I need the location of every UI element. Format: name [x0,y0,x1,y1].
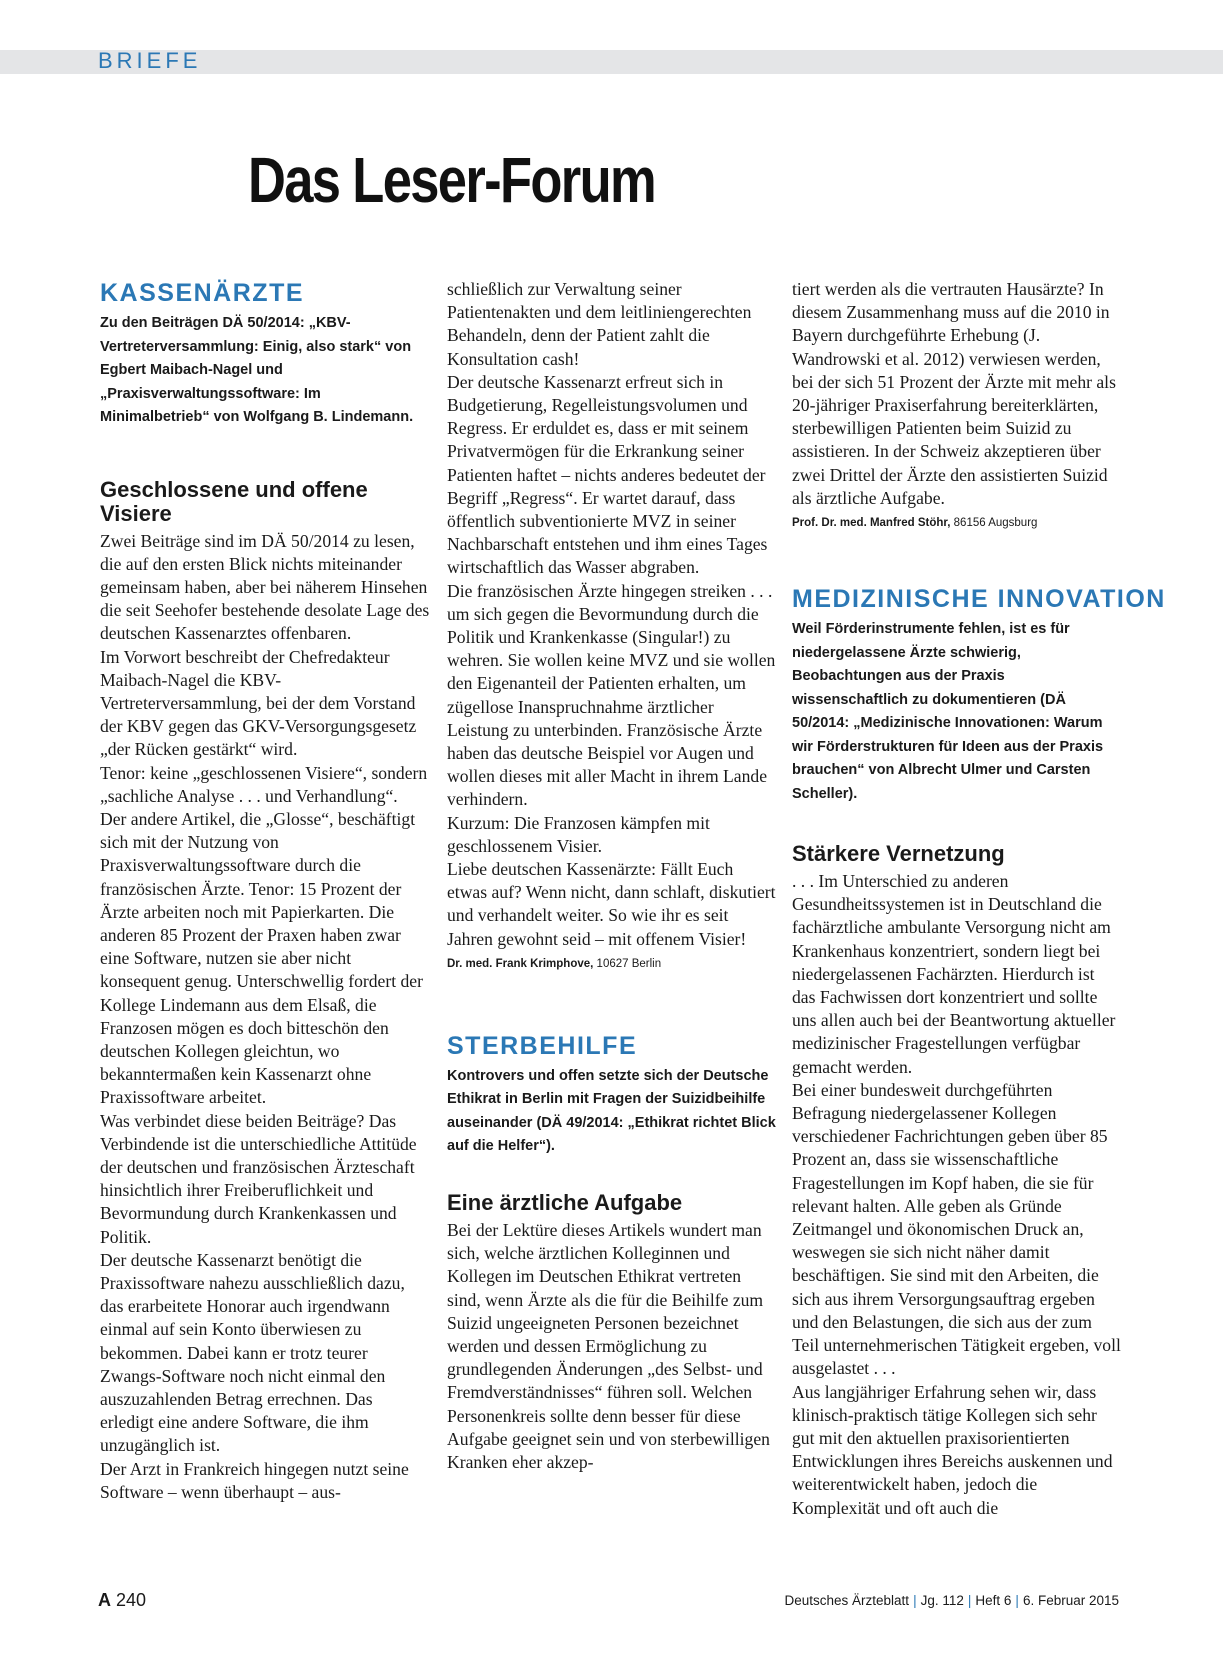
page-number [98,1590,146,1611]
paragraph: Bei einer bundesweit durchgeführten Befragung niedergelassener Kollegen verschiedener Fachrichtungen geben über 85 Prozent an, dass sie wissenschaftliche Fragestellungen im Kopf haben, die sie für relevant halten. Alle geben als Gründe Zeitmangel und ökonomischen Druck an, weswegen sie sich nicht näher damit beschäftigen. Sie sind mit den Arbeiten, die sich aus ihrem Versorgungsauftrag ergeben und den Belastungen, die sich aus der zum Teil unternehmerischen Tätigkeit ergeben, voll ausgelastet . . . [792,1079,1121,1379]
article-headline: Geschlossene und offene Visiere [100,476,368,526]
lead-text: Zu den Beiträgen DÄ 50/2014: „KBV-Vertreterversammlung: Einig, also stark“ von Egbert Maibach-Nagel und „Praxisverwaltungssoftware: Im Minimalbetrieb“ von Wolfgang B. Lindemann. [100,315,414,425]
footer-separator: | [1015,1593,1019,1608]
paragraph: Kurzum: Die Franzosen kämpfen mit geschlossenem Visier. [447,812,710,856]
footer-separator: | [967,1593,972,1608]
paragraph: Bei der Lektüre dieses Artikels wundert man sich, welche ärztlichen Kolleginnen und Kollegen im Deutschen Ethikrat vertreten sind, wenn Ärzte als die für die Beihilfe zum Suizid ungeeigneten Personen bezeichnet werden und dessen Ermöglichung zu grundlegenden Änderungen „des Selbst- und Fremdverständnisses“ führen soll. Welchen Personenkreis sollte denn besser für diese Aufgabe geeignet sein und von sterbewilligen Kranken eher akzep- [447,1219,770,1472]
article-headline: Stärkere Vernetzung [792,841,1005,867]
column-2 [447,278,777,1474]
section-label: BRIEFE [98,48,202,73]
topic-heading: MEDIZINISCHE INNOVATION [792,585,1166,614]
topic-heading: KASSENÄRZTE [100,279,305,307]
page-letter: A [98,1590,111,1610]
paragraph: Der andere Artikel, die „Glosse“, beschäftigt sich mit der Nutzung von Praxisverwaltungssoftware durch die französischen Ärzte. Tenor: 15 Prozent der Ärzte arbeiten noch mit Papierkarten. Die anderen 85 Prozent der Praxen haben zwar eine Software, nutzen sie aber nicht konsequent genug. Unterschwellig fordert der Kollege Lindemann aus dem Elsaß, die Franzosen mögen es doch bitteschön den deutschen Kollegen gleichtun, wo bekanntermaßen kein Kassenarzt ohne Praxissoftware arbeitet. [100,808,423,1108]
signature-place: 86156 Augsburg [950,517,1038,530]
footer-separator: | [913,1593,917,1608]
journal-volume: Jg. 112 [920,1593,964,1608]
column-1 [100,278,430,1504]
signature-name: Dr. med. Frank Krimphove, [447,957,594,970]
paragraph: Der deutsche Kassenarzt erfreut sich in Budgetierung, Regelleistungsvolumen und Regress. Er erduldet es, dass er mit seinem Privatvermögen für die Erkrankung seiner Patienten haftet – nichts anderes bedeutet der Begriff „Regress“. Er wartet darauf, dass öffentlich subventionierte MVZ in seiner Nachbarschaft entstehen und ihm eines Tages wirtschaftlich das Wasser abgraben. [447,371,768,578]
column-3 [792,278,1166,1520]
paragraph: . . . Im Unterschied zu anderen Gesundheitssystemen ist in Deutschland die fachärztliche ambulante Versorgung nicht am Krankenhaus konzentriert, sondern liegt bei niedergelassenen Fachärzten. Hierdurch ist das Fachwissen dort konzentriert und sollte uns allen auch bei der Beantwortung aktueller medizinischer Fragestellungen verfügbar gemacht werden. [792,871,1116,1077]
lead-text: Kontrovers und offen setzte sich der Deutsche Ethikrat in Berlin mit Fragen der Suizidbeihilfe auseinander (DÄ 49/2014: „Ethikrat richtet Blick auf die Helfer“). [447,1067,776,1155]
page-number-value: 240 [111,1590,147,1610]
letter-signature [792,514,1122,532]
journal-issue: Heft 6 [975,1593,1012,1608]
paragraph: Zwei Beiträge sind im DÄ 50/2014 zu lesen, die auf den ersten Blick nichts miteinander gemeinsam haben, aber bei näherem Hinsehen die seit Seehofer bestehende desolate Lage des deutschen Kassenarztes offenbaren. [100,530,430,644]
journal-info [785,1593,1120,1608]
article-headline: Eine ärztliche Aufgabe [447,1189,683,1215]
paragraph: tiert werden als die vertrauten Hausärzte? In diesem Zusammenhang muss auf die 2010 in Bayern durchgeführte Erhebung (J. Wandrowski et al. 2012) verwiesen werden, bei der sich 51 Prozent der Ärzte mit mehr als 20-jähriger Praxiserfahrung bereiterklärten, sterbewilligen Patienten beim Suizid zu assistieren. In der Schweiz akzeptieren über zwei Drittel der Ärzte den assistierten Suizid als ärztliche Aufgabe. [792,279,1116,508]
lead-text: Weil Förderinstrumente fehlen, ist es für niedergelassene Ärzte schwierig, Beobachtungen aus der Praxis wissenschaftlich zu dokumentieren (DÄ 50/2014: „Medizinische Innovationen: Warum wir Förderstrukturen für Ideen aus der Praxis brauchen“ von Albrecht Ulmer und Carsten Scheller). [792,621,1104,802]
paragraph: Was verbindet diese beiden Beiträge? Das Verbindende ist die unterschiedliche Attitüde der deutschen und französischen Ärzteschaft hinsichtlich ihrer Freiberuflichkeit und Bevormundung durch Krankenkassen und Politik. [100,1110,417,1247]
paragraph: Liebe deutschen Kassenärzte: Fällt Euch etwas auf? Wenn nicht, dann schlaft, diskutiert und verhandelt weiter. So wie ihr es seit Jahren gewohnt seid – mit offenem Visier! [447,859,776,949]
topic-heading: STERBEHILFE [447,1031,638,1060]
page-title: Das Leser-Forum [248,144,656,216]
signature-name: Prof. Dr. med. Manfred Stöhr, [792,517,951,530]
paragraph: Aus langjähriger Erfahrung sehen wir, dass klinisch-praktisch tätige Kollegen sich sehr gut mit den aktuellen praxisorientierten Entwicklungen ihres Bereichs auskennen und weiterentwickelt haben, jedoch die Komplexität und oft auch die [792,1381,1113,1518]
paragraph: Die französischen Ärzte hingegen streiken . . . um sich gegen die Bevormundung durch die Politik und Krankenkasse (Singular!) zu wehren. Sie wollen keine MVZ und sie wollen den Eigenanteil der Patienten erhalten, um zügellose Inanspruchnahme ärztlicher Leistung zu unterbinden. Französische Ärzte haben das deutsche Beispiel vor Augen und wollen dieses mit aller Macht in ihrem Lande verhindern. [447,580,776,810]
paragraph: Der Arzt in Frankreich hingegen nutzt seine Software – wenn überhaupt – aus- [100,1458,409,1502]
paragraph: Im Vorwort beschreibt der Chefredakteur Maibach-Nagel die KBV-Vertreterversammlung, bei der dem Vorstand der KBV gegen das GKV-Versorgungsgesetz „der Rücken gestärkt“ wird. [100,646,417,760]
paragraph: Tenor: keine „geschlossenen Visiere“, sondern „sachliche Analyse . . . und Verhandlung“. [100,762,428,806]
journal-name: Deutsches Ärzteblatt [784,1593,910,1608]
signature-place: 10627 Berlin [593,957,662,970]
paragraph: schließlich zur Verwaltung seiner Patientenakten und dem leitliniengerechten Behandeln, denn der Patient zahlt die Konsultation cash! [447,279,752,369]
paragraph: Der deutsche Kassenarzt benötigt die Praxissoftware nahezu ausschließlich dazu, das erarbeitete Honorar auch irgendwann einmal auf sein Konto überwiesen zu bekommen. Dabei kann er trotz teurer Zwangs-Software noch nicht einmal den auszuzahlenden Betrag errechnen. Das erledigt eine andere Software, die ihm unzugänglich ist. [100,1249,405,1456]
letter-signature [447,955,777,973]
journal-date: 6. Februar 2015 [1022,1593,1119,1608]
